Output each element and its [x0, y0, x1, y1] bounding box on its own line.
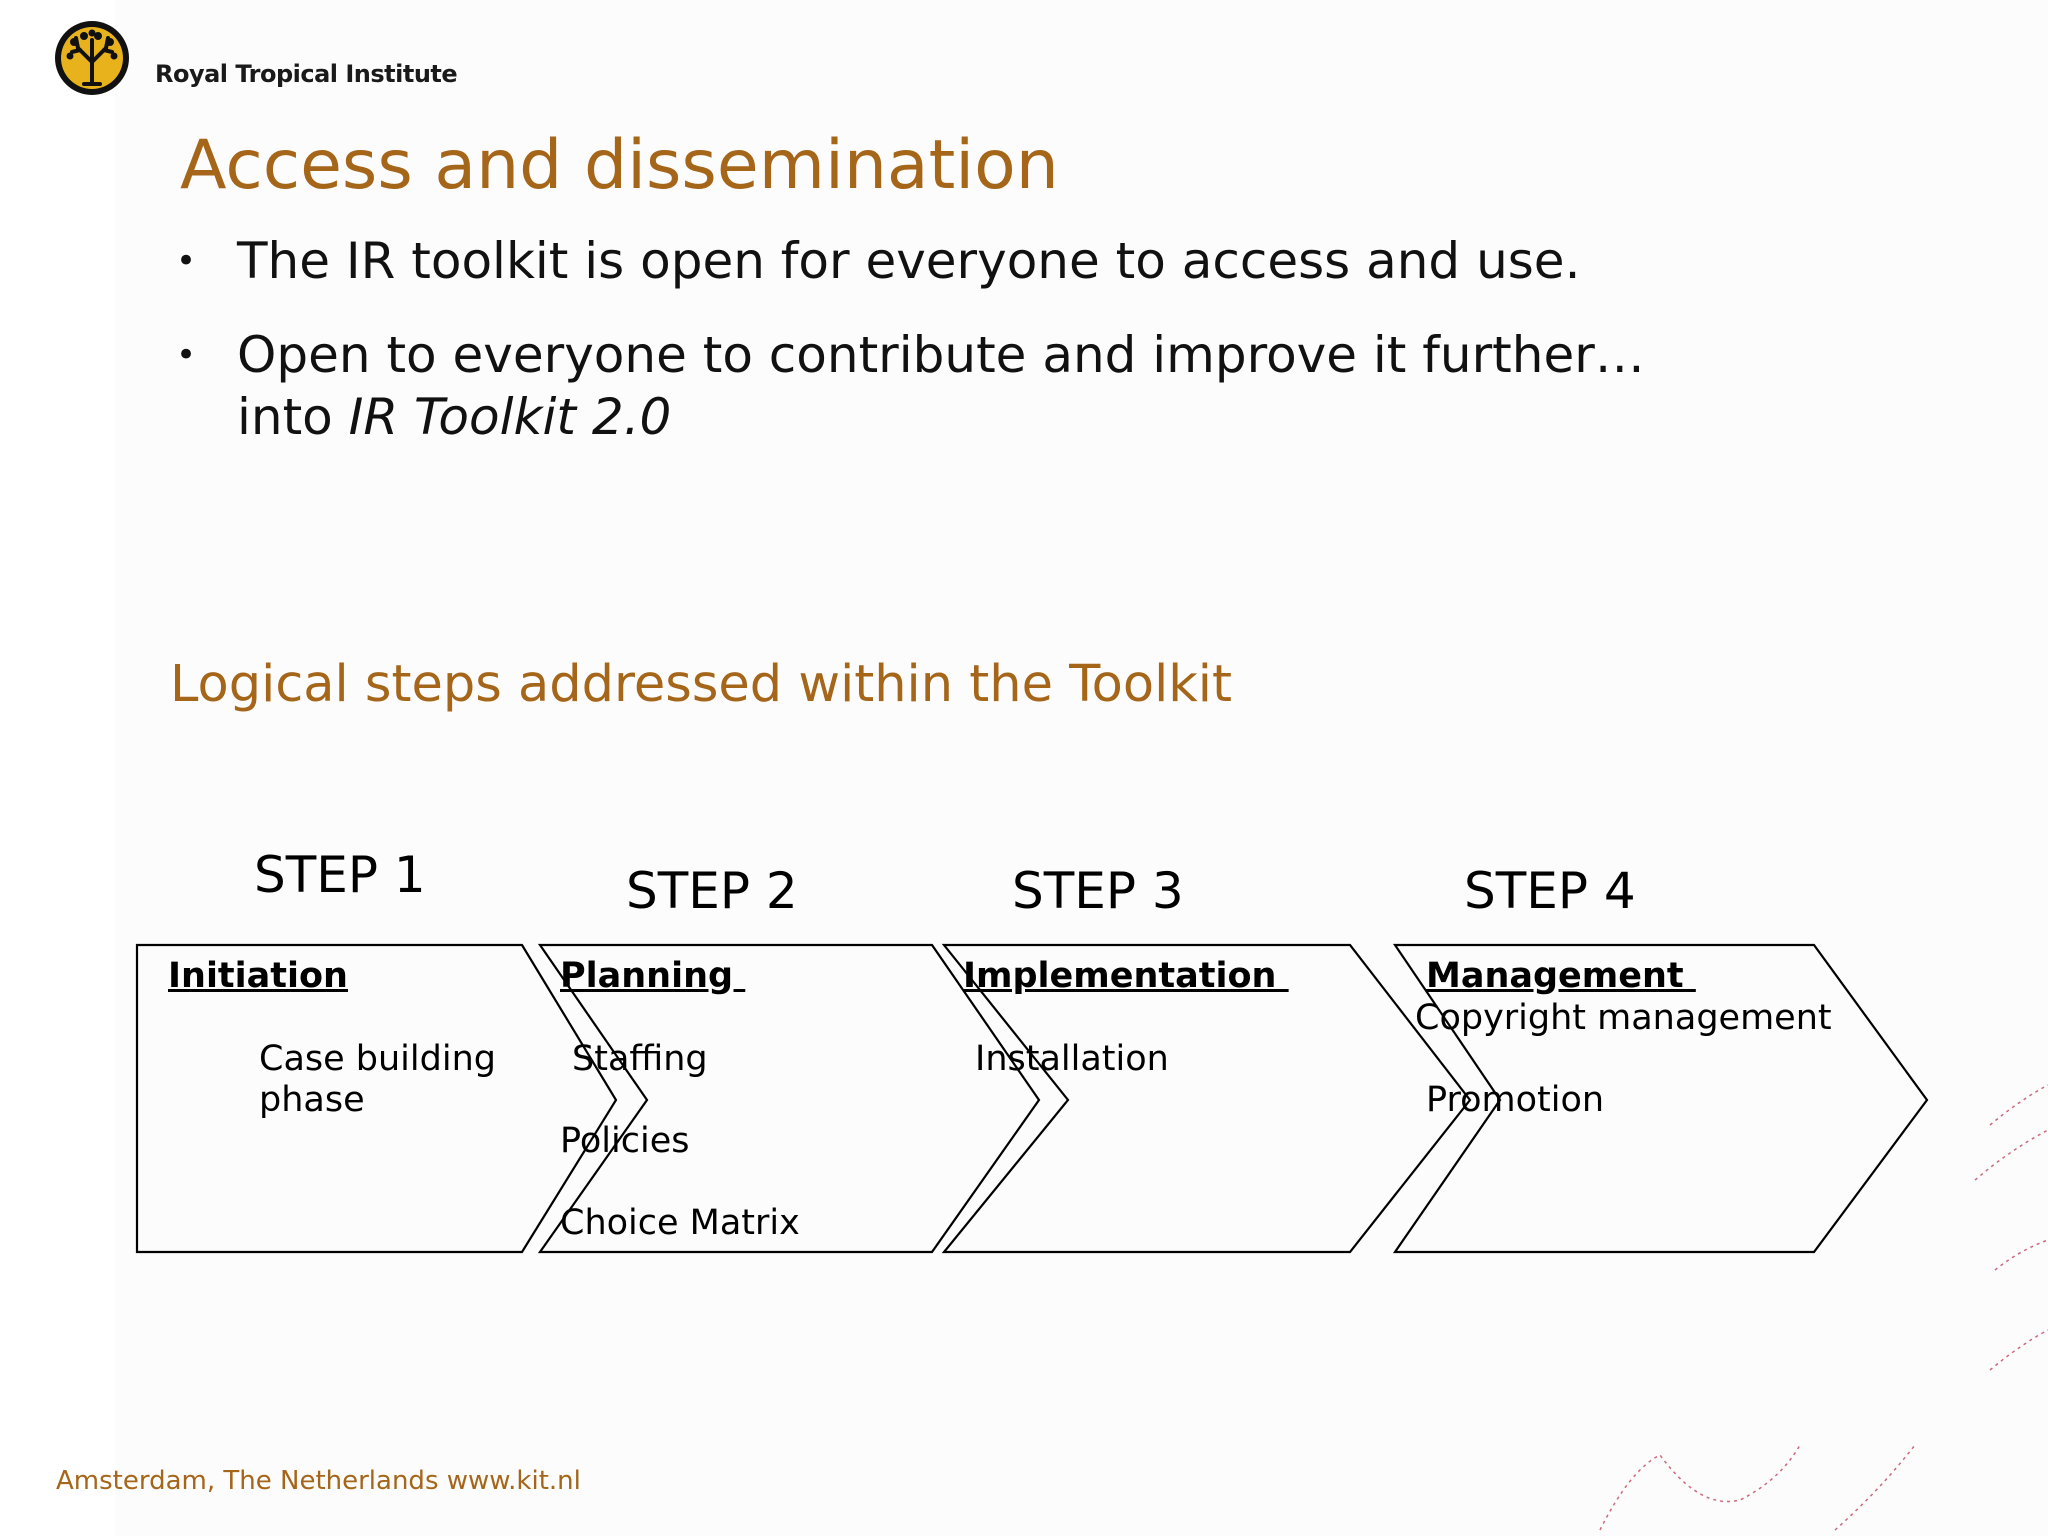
step-4-item: Promotion — [1426, 1080, 1605, 1120]
bullet-text-line1: Open to everyone to contribute and improve it further… — [237, 326, 1645, 384]
step-3-label: STEP 3 — [1012, 862, 1184, 920]
step-2-item: Policies — [560, 1121, 690, 1161]
bullet-text-line2-italic: IR Toolkit 2.0 — [348, 388, 672, 446]
step-2-heading: Planning — [560, 956, 746, 996]
bullet-dot-icon: • — [176, 335, 197, 375]
organization-name: Royal Tropical Institute — [155, 60, 458, 88]
step-3-item: Installation — [975, 1039, 1169, 1079]
step-2-item: Staffing — [572, 1039, 708, 1079]
step-4-label: STEP 4 — [1464, 862, 1636, 920]
slide-title: Access and dissemination — [180, 126, 1059, 205]
step-4-item: Copyright management — [1415, 998, 1832, 1038]
steps-subtitle: Logical steps addressed within the Toolkit — [170, 655, 1232, 714]
step-1-item: phase — [259, 1080, 365, 1120]
bullet-text-line2-prefix: into — [237, 388, 349, 446]
step-1-label: STEP 1 — [254, 846, 426, 904]
bullet-text: The IR toolkit is open for everyone to access and use. — [237, 232, 1581, 290]
step-1-heading: Initiation — [168, 956, 348, 996]
bullet-dot-icon: • — [176, 241, 197, 281]
footer-text: Amsterdam, The Netherlands www.kit.nl — [56, 1466, 581, 1496]
step-4-heading: Management — [1426, 956, 1696, 996]
step-2-item: Choice Matrix — [560, 1203, 800, 1243]
step-3-heading: Implementation — [963, 956, 1289, 996]
step-2-label: STEP 2 — [626, 862, 798, 920]
step-1-item: Case building — [259, 1039, 496, 1079]
